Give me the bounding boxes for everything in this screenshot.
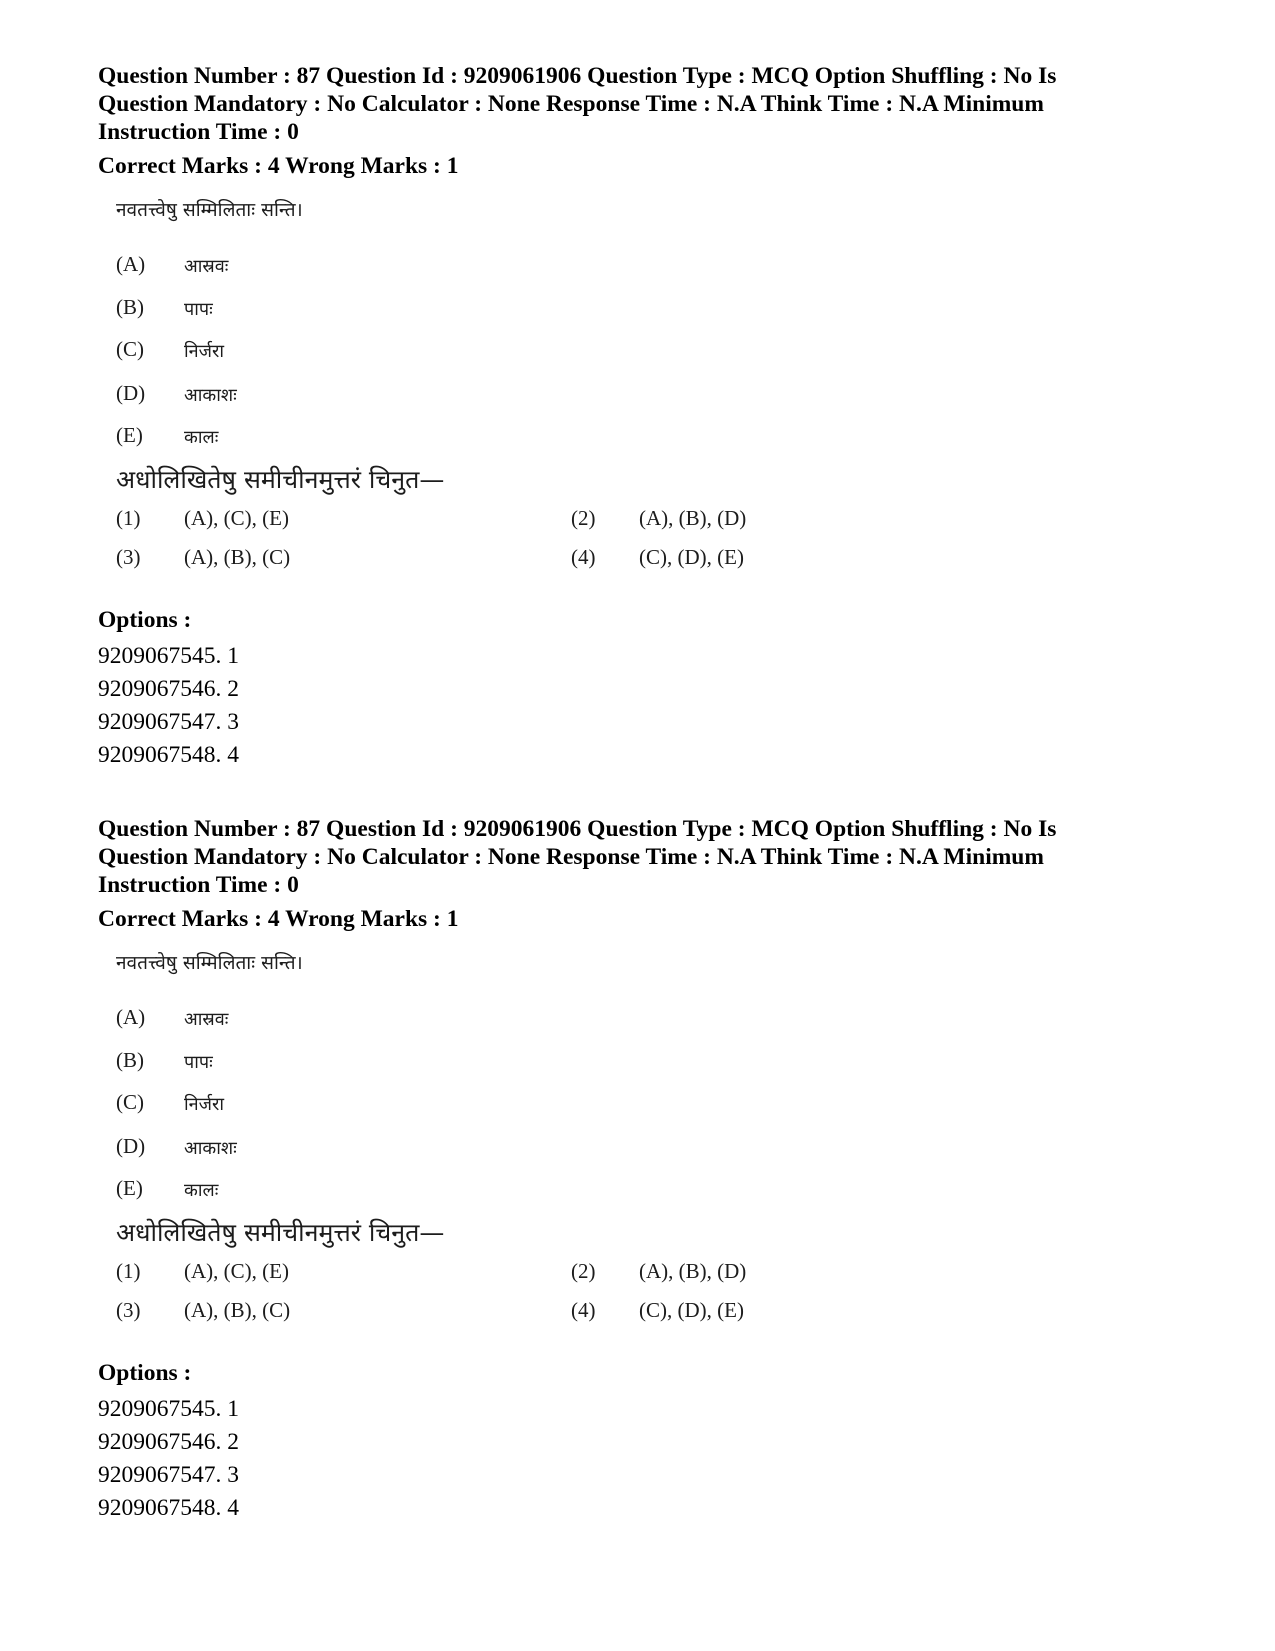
meta-line-1: Question Number : 87 Question Id : 9209061906 Question Type : MCQ Option Shuffling : No Is [98, 63, 1057, 89]
statement-a [116, 1005, 416, 1035]
option-id-1: 9209067545. 1 [98, 643, 239, 669]
statement-label: (E) [116, 1176, 143, 1200]
options-heading: Options : [98, 607, 192, 633]
answer-choice-2 [571, 506, 831, 536]
choice-number: (2) [571, 506, 596, 530]
marks-line: Correct Marks : 4 Wrong Marks : 1 [98, 906, 459, 932]
statement-label: (C) [116, 1090, 144, 1114]
statement-label: (C) [116, 337, 144, 361]
statement-b [116, 295, 416, 325]
question-block-1 [98, 62, 1178, 772]
marks-line: Correct Marks : 4 Wrong Marks : 1 [98, 153, 459, 179]
statement-label: (A) [116, 1005, 146, 1029]
statement-a [116, 252, 416, 282]
choice-number: (4) [571, 1298, 596, 1322]
statement-c [116, 1090, 416, 1120]
choice-text: (A), (B), (D) [639, 506, 747, 530]
statement-text: कालः [184, 1180, 219, 1201]
choice-number: (2) [571, 1259, 596, 1283]
question-image [116, 947, 796, 1347]
option-id-4: 9209067548. 4 [98, 1495, 239, 1521]
choice-text: (A), (B), (C) [184, 545, 291, 569]
question-stem: नवतत्त्वेषु सम्मिलिताः सन्ति। [116, 199, 303, 221]
statement-text: पापः [184, 299, 213, 320]
statement-label: (A) [116, 252, 146, 276]
option-id-2: 9209067546. 2 [98, 676, 239, 702]
statement-d [116, 381, 416, 411]
statement-text: पापः [184, 1052, 213, 1073]
choice-text: (C), (D), (E) [639, 545, 744, 569]
statement-label: (D) [116, 1134, 146, 1158]
statement-label: (E) [116, 423, 143, 447]
choice-text: (A), (B), (D) [639, 1259, 747, 1283]
statement-b [116, 1048, 416, 1078]
answer-choice-3 [116, 1298, 376, 1328]
question-image [116, 194, 796, 594]
meta-line-3: Instruction Time : 0 [98, 119, 299, 145]
answer-choice-1 [116, 506, 376, 536]
option-id-4: 9209067548. 4 [98, 742, 239, 768]
statement-d [116, 1134, 416, 1164]
question-meta [98, 62, 1178, 146]
question-meta [98, 815, 1178, 899]
option-id-2: 9209067546. 2 [98, 1429, 239, 1455]
choice-number: (3) [116, 1298, 141, 1322]
meta-line-1: Question Number : 87 Question Id : 9209061906 Question Type : MCQ Option Shuffling : No Is [98, 816, 1057, 842]
question-instruction: अधोलिखितेषु समीचीनमुत्तरं चिनुत— [116, 465, 445, 494]
statement-e [116, 423, 416, 453]
statement-e [116, 1176, 416, 1206]
question-block-2 [98, 815, 1178, 1525]
statement-text: आस्रवः [184, 1009, 229, 1030]
choice-number: (3) [116, 545, 141, 569]
answer-choice-1 [116, 1259, 376, 1289]
choice-text: (A), (C), (E) [184, 1259, 289, 1283]
statement-text: आकाशः [184, 1138, 237, 1159]
choice-text: (A), (C), (E) [184, 506, 289, 530]
statement-label: (D) [116, 381, 146, 405]
choice-text: (C), (D), (E) [639, 1298, 744, 1322]
answer-choice-4 [571, 1298, 831, 1328]
option-id-1: 9209067545. 1 [98, 1396, 239, 1422]
statement-text: निर्जरा [184, 1094, 225, 1115]
options-heading: Options : [98, 1360, 192, 1386]
statement-label: (B) [116, 295, 144, 319]
meta-line-3: Instruction Time : 0 [98, 872, 299, 898]
statement-text: आस्रवः [184, 256, 229, 277]
choice-number: (1) [116, 1259, 141, 1283]
answer-choice-3 [116, 545, 376, 575]
statement-text: आकाशः [184, 385, 237, 406]
option-id-3: 9209067547. 3 [98, 709, 239, 735]
statement-c [116, 337, 416, 367]
option-id-3: 9209067547. 3 [98, 1462, 239, 1488]
answer-choice-4 [571, 545, 831, 575]
choice-text: (A), (B), (C) [184, 1298, 291, 1322]
statement-text: निर्जरा [184, 341, 225, 362]
answer-choice-2 [571, 1259, 831, 1289]
choice-number: (4) [571, 545, 596, 569]
meta-line-2: Question Mandatory : No Calculator : None Response Time : N.A Think Time : N.A Minimum [98, 844, 1044, 870]
question-stem: नवतत्त्वेषु सम्मिलिताः सन्ति। [116, 952, 303, 974]
choice-number: (1) [116, 506, 141, 530]
meta-line-2: Question Mandatory : No Calculator : None Response Time : N.A Think Time : N.A Minimum [98, 91, 1044, 117]
statement-label: (B) [116, 1048, 144, 1072]
statement-text: कालः [184, 427, 219, 448]
question-instruction: अधोलिखितेषु समीचीनमुत्तरं चिनुत— [116, 1218, 445, 1247]
